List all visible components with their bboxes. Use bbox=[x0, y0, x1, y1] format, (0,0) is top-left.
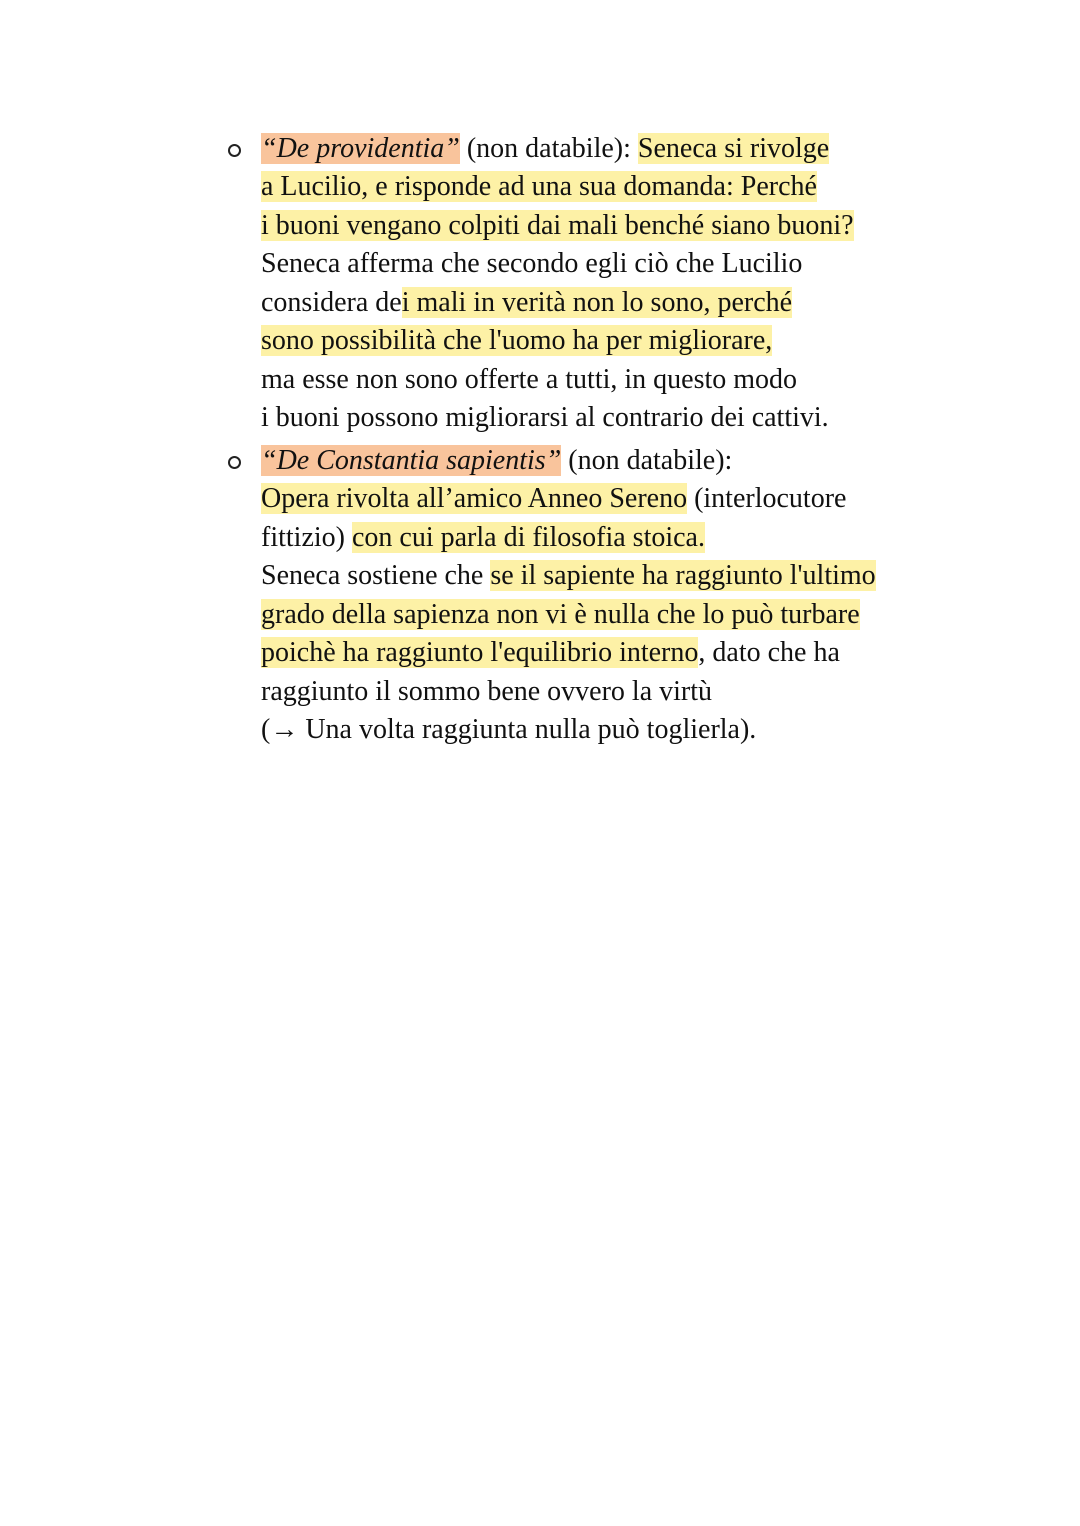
item1-line1-highlight: Seneca si rivolge bbox=[637, 133, 830, 164]
item1-line-4 bbox=[261, 245, 802, 283]
item2-line4-highlight: se il sapiente ha raggiunto l'ultimo bbox=[490, 560, 876, 591]
item2-line-3 bbox=[261, 519, 705, 557]
item1-line5-plain: considera de bbox=[261, 287, 402, 318]
item2-line2-highlight: Opera rivolta all’amico Anneo Sereno bbox=[261, 483, 688, 514]
item2-line-1 bbox=[261, 442, 732, 480]
item2-line-6 bbox=[261, 634, 840, 672]
item2-title: “De Constantia sapientis” bbox=[261, 445, 562, 476]
item1-line-5 bbox=[261, 284, 792, 322]
item2-line7-text: raggiunto il sommo bene ovvero la virtù bbox=[261, 676, 713, 707]
item2-line-4 bbox=[261, 557, 876, 595]
item2-line-5 bbox=[261, 596, 860, 634]
item2-line-2 bbox=[261, 480, 846, 518]
item2-after-title: (non databile): bbox=[561, 445, 733, 476]
item2-line6-plain: , dato che ha bbox=[698, 637, 840, 668]
item1-line3-text: i buoni vengano colpiti dai mali benché siano buoni? bbox=[261, 210, 854, 241]
item1-line6-text: sono possibilità che l'uomo ha per migliorare, bbox=[261, 325, 773, 356]
item2-line3-plain: fittizio) bbox=[261, 522, 352, 553]
item1-line-7 bbox=[261, 361, 797, 399]
item1-line-1 bbox=[261, 130, 829, 168]
item1-line-6 bbox=[261, 322, 772, 360]
item1-line-3 bbox=[261, 207, 854, 245]
item1-line-8 bbox=[261, 399, 829, 437]
item2-line5-text: grado della sapienza non vi è nulla che lo può turbare bbox=[261, 599, 860, 630]
item2-line-8 bbox=[261, 711, 756, 749]
bullet-icon bbox=[228, 456, 241, 469]
item2-line8-text: (→ Una volta raggiunta nulla può toglierla). bbox=[261, 714, 757, 745]
item1-line2-text: a Lucilio, e risponde ad una sua domanda: Perché bbox=[261, 171, 817, 202]
item1-line7-text: ma esse non sono offerte a tutti, in questo modo bbox=[261, 364, 798, 395]
bullet-icon bbox=[228, 144, 241, 157]
item2-line3-highlight: con cui parla di filosofia stoica. bbox=[351, 522, 705, 553]
item1-title: “De providentia” bbox=[261, 133, 460, 164]
item1-line-2 bbox=[261, 168, 817, 206]
item1-after-title: (non databile): bbox=[459, 133, 638, 164]
item2-line2-plain: (interlocutore bbox=[687, 483, 847, 514]
item1-line8-text: i buoni possono migliorarsi al contrario dei cattivi. bbox=[261, 402, 829, 433]
item2-line-7 bbox=[261, 673, 712, 711]
item1-line4-text: Seneca afferma che secondo egli ciò che Lucilio bbox=[261, 248, 803, 279]
item2-line6-highlight: poichè ha raggiunto l'equilibrio interno bbox=[261, 637, 699, 668]
item2-line4-plain: Seneca sostiene che bbox=[261, 560, 491, 591]
item1-line5-highlight: i mali in verità non lo sono, perché bbox=[401, 287, 793, 318]
